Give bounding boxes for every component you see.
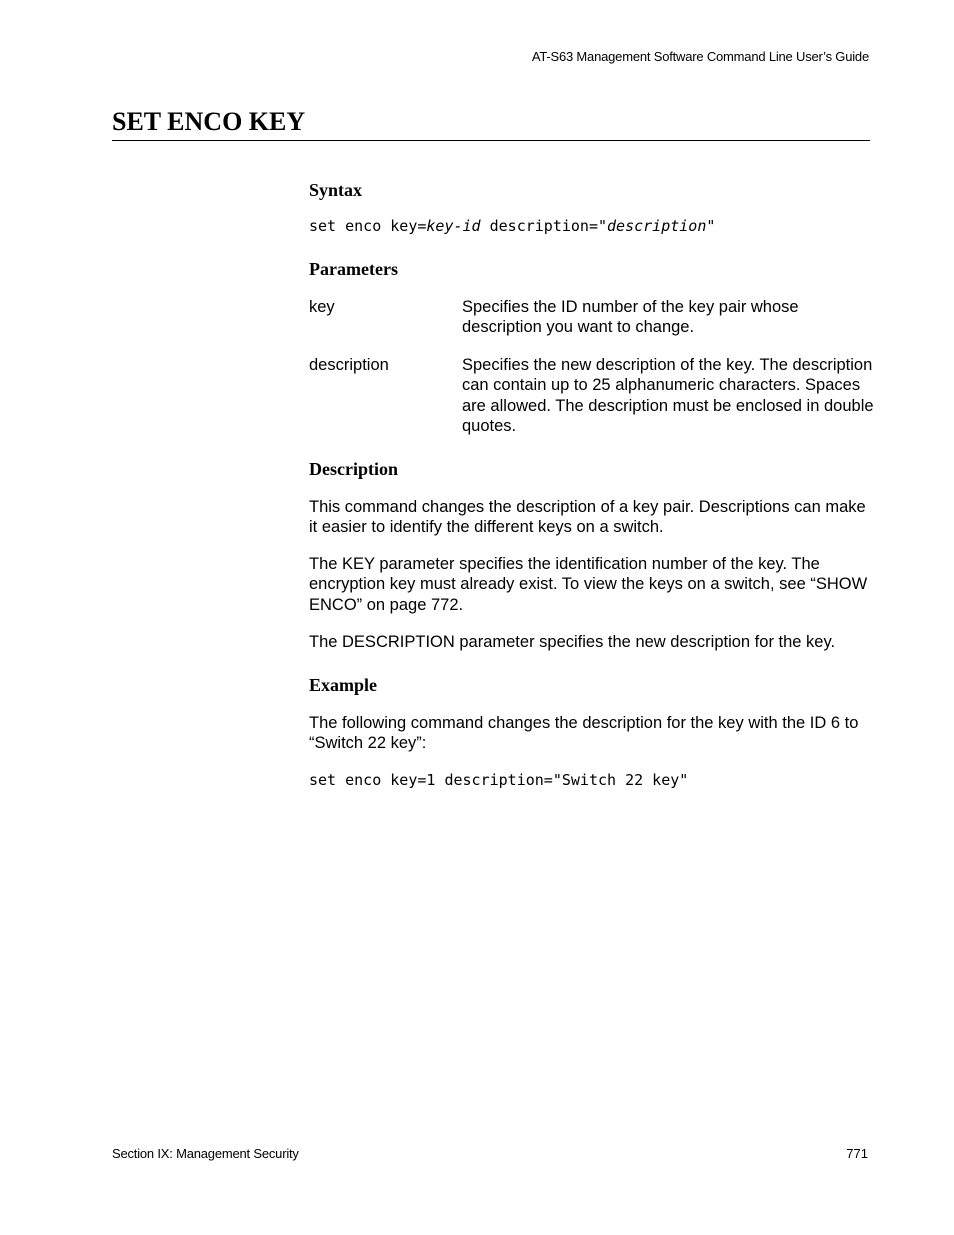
- parameter-name: description: [309, 356, 389, 374]
- description-paragraph: This command changes the description of a key pair. Descriptions can make it easier to identify the different keys on a switch.: [309, 498, 866, 537]
- running-header: AT-S63 Management Software Command Line User’s Guide: [531, 49, 869, 64]
- syntax-command-text: description=": [480, 217, 608, 235]
- syntax-heading: Syntax: [309, 180, 363, 200]
- description-heading: Description: [309, 459, 398, 479]
- syntax-command-text: set enco key=: [309, 217, 427, 235]
- parameter-description: Specifies the ID number of the key pair whose description you want to change.: [462, 298, 799, 337]
- example-command: set enco key=1 description="Switch 22 key": [309, 771, 689, 789]
- parameters-heading: Parameters: [309, 259, 398, 279]
- page-title: SET ENCO KEY: [112, 107, 306, 136]
- parameter-name: key: [309, 298, 335, 316]
- description-paragraph: The KEY parameter specifies the identification number of the key. The encryption key must already exist. To view the keys on a switch, see “SHOW ENCO” on page 772.: [309, 555, 868, 614]
- description-paragraph: The DESCRIPTION parameter specifies the new description for the key.: [309, 633, 836, 651]
- parameter-description: Specifies the new description of the key. The description can contain up to 25 alphanumeric characters. Spaces are allowed. The description must be enclosed in double quotes.: [462, 356, 874, 435]
- syntax-command-text: ": [706, 217, 716, 235]
- example-paragraph: The following command changes the description for the key with the ID 6 to “Switch 22 key”:: [309, 714, 859, 753]
- example-heading: Example: [309, 675, 378, 695]
- title-divider: [112, 140, 870, 141]
- syntax-command-placeholder: description: [607, 217, 707, 235]
- footer-section: Section IX: Management Security: [112, 1146, 299, 1161]
- page-number: 771: [846, 1146, 868, 1161]
- syntax-command: [309, 216, 715, 236]
- syntax-command-placeholder: key-id: [426, 217, 481, 235]
